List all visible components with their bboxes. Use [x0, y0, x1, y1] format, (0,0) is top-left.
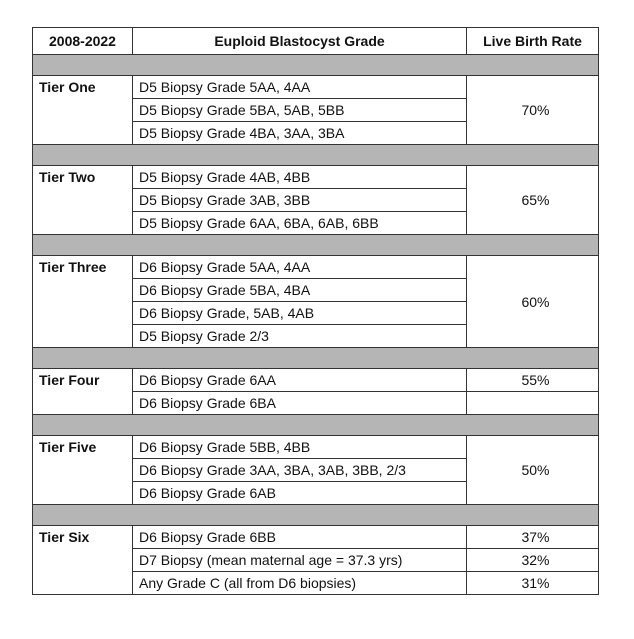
separator-row: [33, 145, 599, 166]
grade-cell: D6 Biopsy Grade 6BA: [133, 392, 467, 415]
grade-cell: D5 Biopsy Grade 5BA, 5AB, 5BB: [133, 99, 467, 122]
tier-label: Tier Four: [33, 369, 133, 392]
table-row: [33, 369, 599, 392]
grade-cell: D6 Biopsy Grade 6AA: [133, 369, 467, 392]
grade-cell: Any Grade C (all from D6 biopsies): [133, 572, 467, 595]
table-row: [33, 76, 599, 99]
tier-label: Tier Three: [33, 256, 133, 279]
live-birth-rate-table: [32, 27, 599, 595]
rate-cell: 50%: [467, 436, 599, 505]
header-period: 2008-2022: [33, 28, 133, 55]
grade-cell: D6 Biopsy Grade 5BB, 4BB: [133, 436, 467, 459]
tier-label: Tier Five: [33, 436, 133, 459]
grade-cell: D5 Biopsy Grade 2/3: [133, 325, 467, 348]
table-row: [33, 549, 599, 572]
grade-cell: D6 Biopsy Grade 6AB: [133, 482, 467, 505]
separator-row: [33, 235, 599, 256]
separator-row: [33, 55, 599, 76]
tier-label: Tier One: [33, 76, 133, 99]
table-row: [33, 392, 599, 415]
grade-cell: D6 Biopsy Grade 5AA, 4AA: [133, 256, 467, 279]
tier-label: Tier Two: [33, 166, 133, 189]
grade-cell: D6 Biopsy Grade 5BA, 4BA: [133, 279, 467, 302]
table-row: [33, 166, 599, 189]
header-row: [33, 28, 599, 55]
header-grade: Euploid Blastocyst Grade: [133, 28, 467, 55]
rate-cell: 60%: [467, 256, 599, 348]
rate-cell: 32%: [467, 549, 599, 572]
rate-cell: 65%: [467, 166, 599, 235]
tier-label: Tier Six: [33, 526, 133, 549]
grade-cell: D5 Biopsy Grade 6AA, 6BA, 6AB, 6BB: [133, 212, 467, 235]
grade-cell: D5 Biopsy Grade 4AB, 4BB: [133, 166, 467, 189]
grade-cell: D7 Biopsy (mean maternal age = 37.3 yrs): [133, 549, 467, 572]
table-row: [33, 256, 599, 279]
separator-row: [33, 415, 599, 436]
grade-cell: D6 Biopsy Grade, 5AB, 4AB: [133, 302, 467, 325]
table-row: [33, 526, 599, 549]
rate-cell: 31%: [467, 572, 599, 595]
grade-cell: D5 Biopsy Grade 5AA, 4AA: [133, 76, 467, 99]
grade-cell: D6 Biopsy Grade 6BB: [133, 526, 467, 549]
table-row: [33, 436, 599, 459]
table-row: [33, 572, 599, 595]
grade-cell: D5 Biopsy Grade 4BA, 3AA, 3BA: [133, 122, 467, 145]
rate-cell: 37%: [467, 526, 599, 549]
separator-row: [33, 505, 599, 526]
separator-row: [33, 348, 599, 369]
rate-cell: 70%: [467, 76, 599, 145]
grade-cell: D6 Biopsy Grade 3AA, 3BA, 3AB, 3BB, 2/3: [133, 459, 467, 482]
header-rate: Live Birth Rate: [467, 28, 599, 55]
rate-cell: 55%: [467, 369, 599, 392]
grade-cell: D5 Biopsy Grade 3AB, 3BB: [133, 189, 467, 212]
